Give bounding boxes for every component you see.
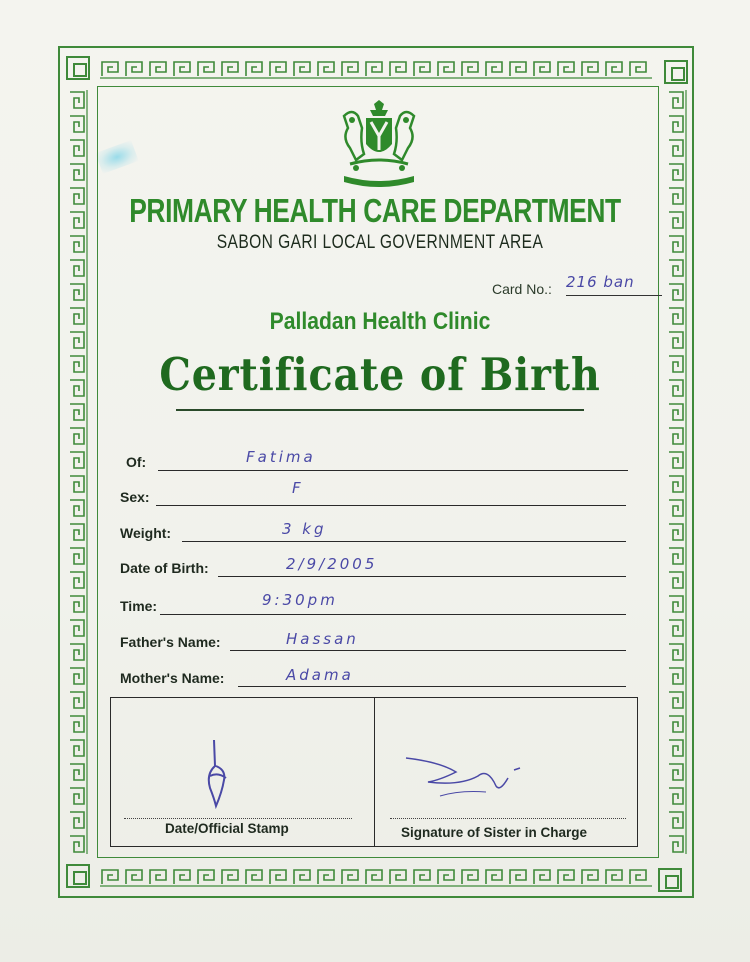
field-value-time: 9:30pm [262, 591, 338, 609]
card-no-line [566, 295, 662, 296]
field-value-father: Hassan [286, 630, 359, 648]
field-line-dob [218, 576, 626, 577]
field-label-dob: Date of Birth: [120, 560, 209, 576]
card-no-label: Card No.: [492, 281, 552, 297]
corner-ornament-tl [66, 56, 90, 80]
sister-signature-mark [400, 752, 534, 800]
official-stamp-mark [196, 736, 236, 812]
signature-label: Signature of Sister in Charge [401, 825, 588, 840]
signature-line [390, 818, 626, 819]
field-line-weight [182, 541, 626, 542]
field-value-weight: 3 kg [282, 520, 327, 538]
greek-key-bottom [100, 866, 652, 888]
field-label-mother: Mother's Name: [120, 670, 225, 686]
field-label-weight: Weight: [120, 525, 172, 541]
box-divider [374, 697, 375, 847]
field-label-sex: Sex: [120, 489, 150, 505]
field-value-mother: Adama [286, 666, 354, 684]
stamp-label: Date/Official Stamp [165, 821, 289, 836]
field-value-dob: 2/9/2005 [286, 555, 378, 573]
corner-ornament-bl [66, 864, 90, 888]
field-line-father [230, 650, 626, 651]
field-value-sex: F [292, 479, 304, 497]
field-line-of [158, 470, 628, 471]
corner-ornament-tr [664, 60, 688, 84]
department-title: PRIMARY HEALTH CARE DEPARTMENT [129, 192, 621, 229]
field-line-mother [238, 686, 626, 687]
clinic-name: Palladan Health Clinic [269, 308, 491, 335]
field-label-father: Father's Name: [120, 634, 221, 650]
stamp-line [124, 818, 352, 819]
certificate-title: Certificate of Birth [159, 348, 601, 401]
card-no-value: 216 ban [566, 273, 635, 291]
title-underline [176, 409, 584, 411]
field-value-of: Fatima [246, 448, 316, 466]
lga-subtitle: SABON GARI LOCAL GOVERNMENT AREA [216, 232, 544, 253]
field-line-sex [156, 505, 626, 506]
field-label-of: Of: [126, 454, 147, 470]
greek-key-top [100, 58, 652, 80]
field-label-time: Time: [120, 598, 158, 614]
corner-ornament-br [658, 868, 682, 892]
field-line-time [160, 614, 626, 615]
nigerian-coat-of-arms-icon [330, 98, 428, 188]
